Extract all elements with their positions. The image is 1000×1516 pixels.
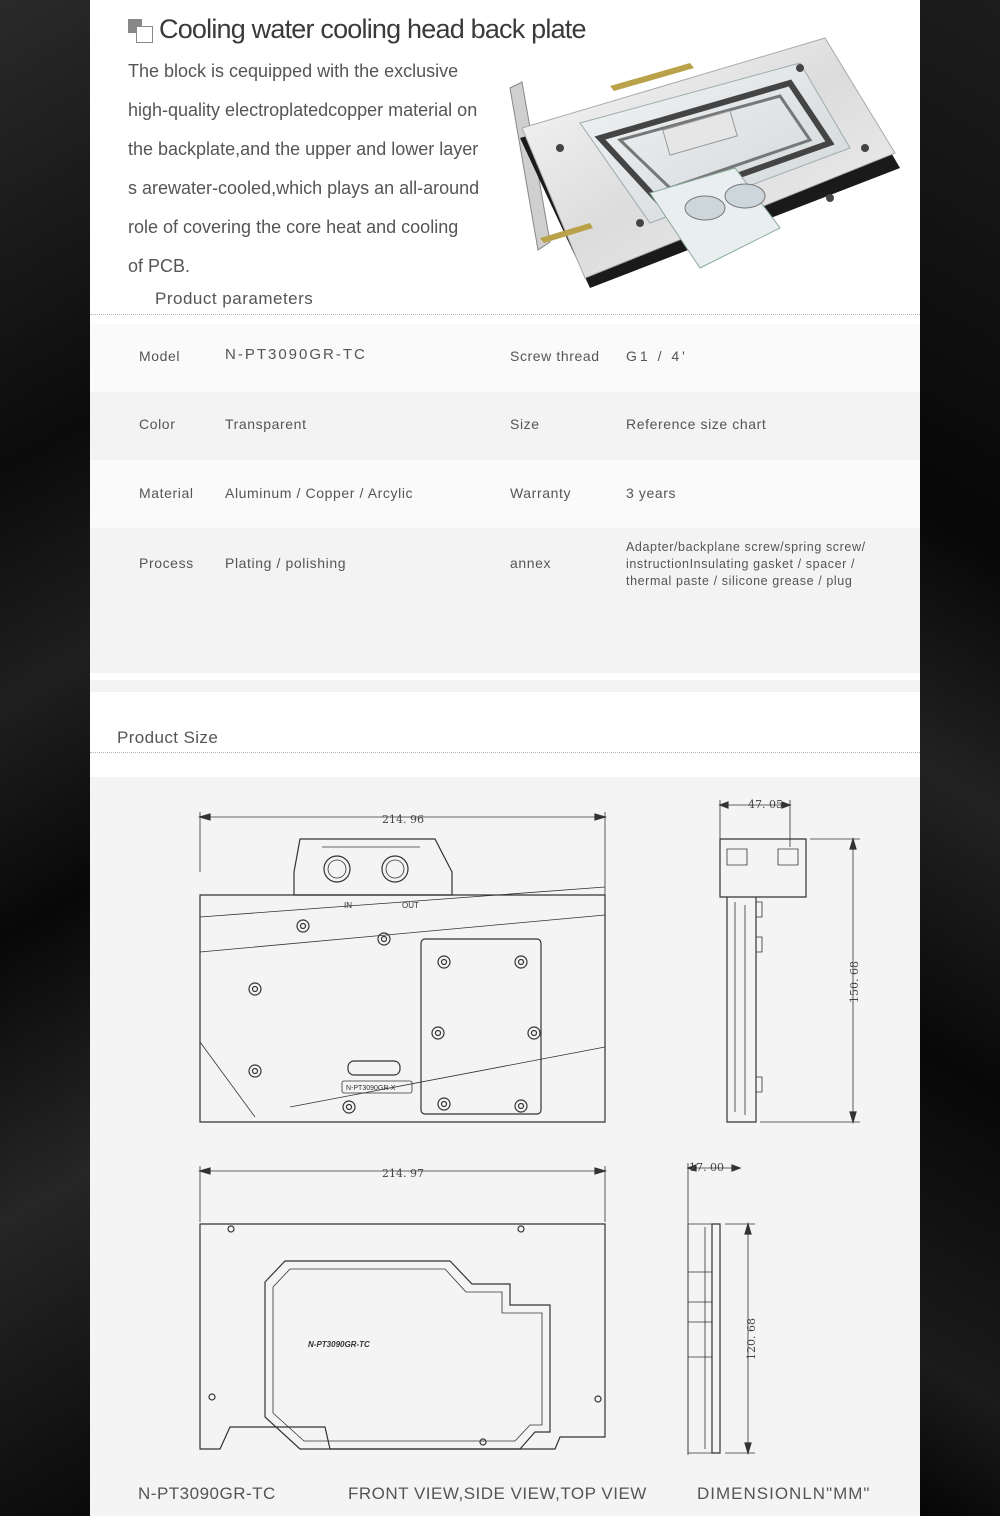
param-value: Aluminum / Copper / Arcylic xyxy=(225,485,414,501)
param-label: Model xyxy=(139,348,181,364)
background-left xyxy=(0,0,90,1516)
footer-views: FRONT VIEW,SIDE VIEW,TOP VIEW xyxy=(348,1484,647,1503)
water-block-illustration xyxy=(500,28,920,298)
size-heading: Product Size xyxy=(117,728,219,747)
back-plate-model-label: N-PT3090GR-TC xyxy=(308,1340,370,1349)
intro-title-text: Cooling water cooling head back plate xyxy=(159,14,586,44)
title-squares-icon xyxy=(128,17,153,42)
param-band xyxy=(90,460,920,528)
footer-unit: DIMENSIONLN"MM" xyxy=(697,1484,871,1503)
thin-side-view-drawing xyxy=(688,1161,758,1455)
param-value: Plating / polishing xyxy=(225,555,347,571)
param-label: annex xyxy=(510,555,552,571)
port-in-label: IN xyxy=(344,901,352,910)
dim-back-width: 214. 97 xyxy=(382,1167,424,1180)
dim-front-width: 214. 96 xyxy=(382,813,424,826)
divider xyxy=(90,752,920,753)
annex-line: instructionInsulating gasket / spacer / xyxy=(626,557,856,571)
port-out-label: OUT xyxy=(402,901,419,910)
param-label: Color xyxy=(139,416,176,432)
intro-line: s arewater-cooled,which plays an all-around xyxy=(128,178,480,198)
param-value: Reference size chart xyxy=(626,416,767,432)
param-band xyxy=(90,392,920,460)
divider xyxy=(90,314,920,315)
intro-line: of PCB. xyxy=(128,256,191,276)
param-label: Screw thread xyxy=(510,348,600,364)
annex-value xyxy=(626,539,886,590)
param-value: N-PT3090GR-TC xyxy=(225,346,367,363)
annex-line: Adapter/backplane screw/spring screw/ xyxy=(626,540,866,554)
dim-thin-height: 120. 68 xyxy=(745,1318,758,1360)
footer-model: N-PT3090GR-TC xyxy=(138,1484,276,1503)
intro-description xyxy=(128,52,488,286)
intro-line: the backplate,and the upper and lower layer xyxy=(128,139,479,159)
front-model-label: N-PT3090GR-X xyxy=(346,1085,396,1092)
background-right xyxy=(920,0,1000,1516)
param-label: Size xyxy=(510,416,540,432)
product-sheet xyxy=(90,0,920,1516)
annex-line: thermal paste / silicone grease / plug xyxy=(626,574,853,588)
intro-line: role of covering the core heat and cooling xyxy=(128,217,459,237)
param-band xyxy=(90,680,920,692)
technical-drawings xyxy=(90,777,920,1516)
param-label: Warranty xyxy=(510,485,572,501)
params-heading: Product parameters xyxy=(155,289,314,308)
dim-side-top: 47. 05 xyxy=(748,798,783,811)
side-view-drawing xyxy=(720,798,861,1122)
back-view-drawing xyxy=(200,1166,605,1449)
dim-side-height: 150. 68 xyxy=(848,961,861,1003)
dim-thin-top: 17. 00 xyxy=(689,1161,724,1174)
front-view-drawing xyxy=(200,812,605,1122)
param-value: G1 / 4' xyxy=(626,348,688,364)
intro-line: high-quality electroplatedcopper material on xyxy=(128,100,478,120)
param-value: 3 years xyxy=(626,485,677,501)
intro-line: The block is cequipped with the exclusive xyxy=(128,61,459,81)
param-value: Transparent xyxy=(225,416,307,432)
param-band xyxy=(90,324,920,392)
param-label: Material xyxy=(139,485,194,501)
param-label: Process xyxy=(139,555,194,571)
technical-drawing-area xyxy=(90,777,920,1516)
